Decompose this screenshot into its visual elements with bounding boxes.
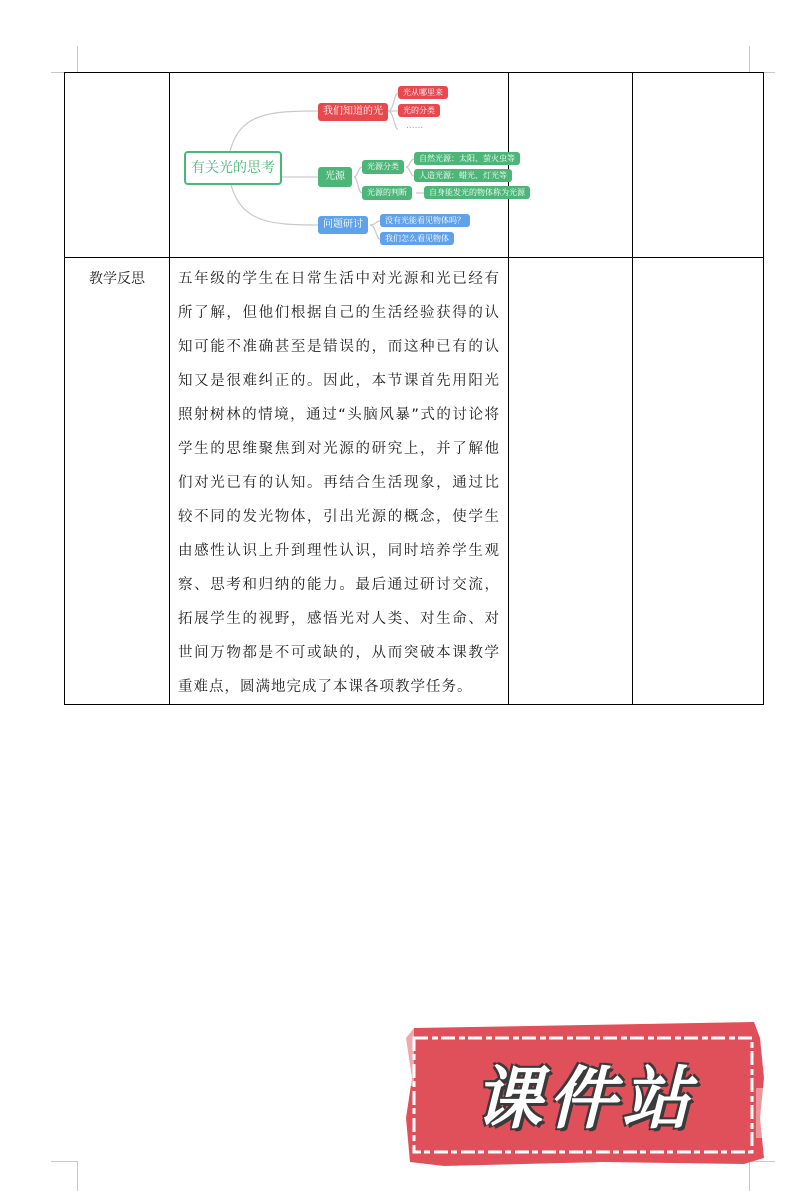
mindmap-leaf: 人造光源：蜡光、灯光等 [414, 169, 512, 182]
table-cell-empty [633, 73, 764, 258]
mindmap-root: 有关光的思考 [184, 151, 282, 185]
lesson-table [64, 72, 764, 705]
reflection-cell [170, 258, 509, 705]
reflection-text: 五年级的学生在日常生活中对光源和光已经有所了解，但他们根据自己的生活经验获得的认知可能不准确甚至是错误的，而这种已有的认知又是很难纠正的。因此，本节课首先用阳光照射树林的情境，通过“头脑风暴”式的讨论将学生的思维聚焦到对光源的研究上，并了解他们对光已有的认知。再结合生活现象，通过比较不同的发光物体，引出光源的概念，使学生由感性认识上升到理性认识，同时培养学生观察、思考和归纳的能力。最后通过研讨交流，拓展学生的视野，感悟光对人类、对生命、对世间万物都是不可或缺的，从而突破本课教学重难点，圆满地完成了本课各项教学任务。 [178, 271, 500, 695]
row-label-cell [65, 258, 170, 705]
mindmap [170, 73, 525, 257]
table-row [65, 258, 764, 705]
mindmap-leaf: 没有光能看见物体吗？ [380, 214, 470, 227]
crop-mark [77, 1161, 78, 1191]
mindmap-branch-light-source: 光源 [318, 167, 352, 187]
watermark-text: 课件站 [473, 1059, 696, 1139]
mindmap-leaf: ...... [406, 121, 424, 131]
mindmap-branch-known-light: 我们知道的光 [318, 103, 388, 121]
mindmap-leaf: 光从哪里来 [398, 86, 448, 99]
table-cell-empty [509, 73, 633, 258]
mindmap-leaf: 我们怎么看见物体 [380, 232, 454, 245]
crop-mark [749, 46, 750, 72]
mindmap-sub-judgement: 光源的判断 [362, 186, 412, 200]
table-row [65, 73, 764, 258]
mindmap-branch-discussion: 问题研讨 [318, 216, 368, 234]
mindmap-leaf: 自身能发光的物体称为光源 [424, 186, 530, 199]
table-cell-empty [633, 258, 764, 705]
crop-mark [77, 46, 78, 72]
mindmap-cell [170, 73, 525, 258]
row-label: 教学反思 [89, 271, 145, 287]
watermark-stamp [404, 1018, 766, 1168]
crop-mark [51, 1161, 77, 1162]
mindmap-leaf: 光的分类 [398, 104, 440, 117]
mindmap-sub-classification: 光源分类 [362, 160, 404, 174]
mindmap-leaf: 自然光源：太阳、萤火虫等 [414, 152, 520, 165]
table-cell-empty [65, 73, 170, 258]
table-cell-empty [509, 258, 633, 705]
